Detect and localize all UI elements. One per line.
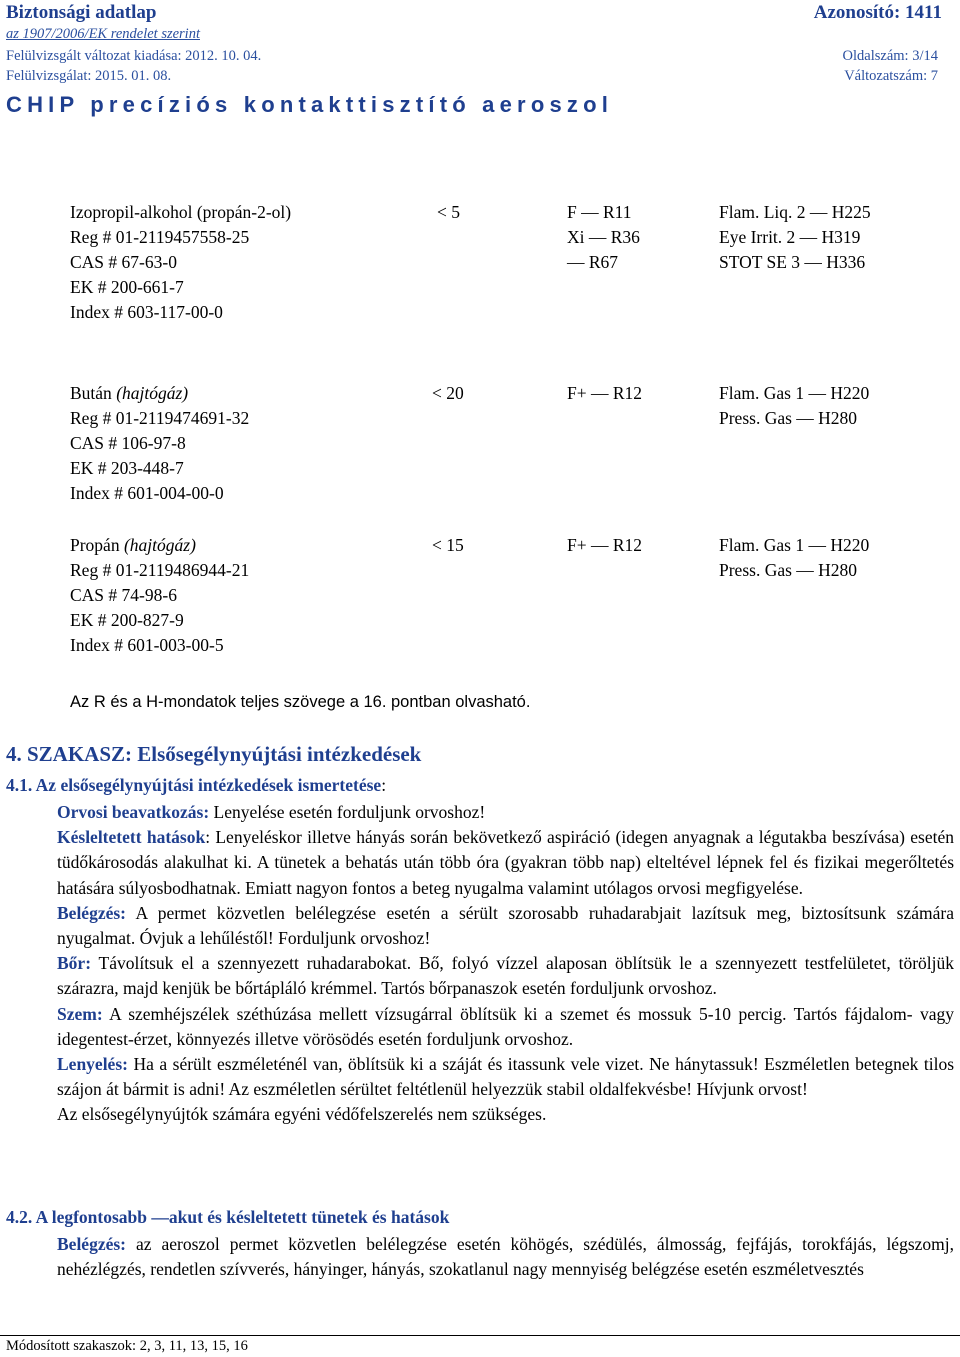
paragraph-inhalation: Belégzés: A permet közvetlen belélegzése esetén a sérült szorosabb ruhadarabjait lazítsuk meg, biztosítsunk számára nyugalmat. Óvjuk a lehűléstől! Forduljunk orvoshoz! xyxy=(57,902,954,949)
index-number: Index # 603-117-00-0 xyxy=(70,302,223,322)
doc-title: Biztonsági adatlap xyxy=(6,2,157,23)
h-statement: Press. Gas — H280 xyxy=(719,560,858,580)
r-phrase: F+ — R12 xyxy=(567,383,643,403)
paragraph-ingestion: Lenyelés: Ha a sérült eszméleténél van, öblítsük ki a száját és itassunk vele vizet. Ne hánytassuk! Eszméletlen betegnek tilos szájon át bármit is adni! Az eszméletlen sérültet feltétlenül helyezzük stabil oldalfekvésbe! Hívjunk orvost! xyxy=(57,1054,954,1100)
ek-number: EK # 203-448-7 xyxy=(70,458,184,478)
r-phrase: F — R11 xyxy=(567,202,632,222)
reg-number: Reg # 01-2119486944-21 xyxy=(70,560,250,580)
h-statement: STOT SE 3 — H336 xyxy=(719,252,866,272)
paragraph-eye: Szem: A szemhéjszélek széthúzása mellett vízsugárral öblítsük ki a szemet és mossuk 5-10 percig. Tartós fájdalom- vagy idegentest-érzet, könnyezés illetve vörösödés esetén forduljunk orvoshoz. xyxy=(57,1003,954,1049)
section-4-2-title: 4.2. A legfontosabb —akut és késleltetett tünetek és hatások xyxy=(6,1207,450,1227)
r-phrase: Xi — R36 xyxy=(567,227,640,247)
reg-number: Reg # 01-2119474691-32 xyxy=(70,408,250,428)
component-name: Bután (hajtógáz) xyxy=(70,383,189,403)
h-statement: Flam. Gas 1 — H220 xyxy=(719,535,870,555)
section-4-1-title: 4.1. Az elsősegélynyújtási intézkedések ismertetése: xyxy=(6,775,387,795)
component-name: Izopropil-alkohol (propán-2-ol) xyxy=(70,202,292,222)
symptoms xyxy=(57,1232,954,1282)
cas-number: CAS # 106-97-8 xyxy=(70,433,186,453)
paragraph-medical: Orvosi beavatkozás: Lenyelése esetén forduljunk orvoshoz! xyxy=(57,802,486,822)
concentration: < 20 xyxy=(432,383,464,403)
component-butane xyxy=(0,381,960,506)
h-statement: Press. Gas — H280 xyxy=(719,408,858,428)
phrases-note: Az R és a H-mondatok teljes szövege a 16. pontban olvasható. xyxy=(70,693,531,711)
doc-id: Azonosító: 1411 xyxy=(813,2,942,23)
reg-number: Reg # 01-2119457558-25 xyxy=(70,227,250,247)
regulation: az 1907/2006/EK rendelet szerint xyxy=(6,26,200,42)
h-statement: Eye Irrit. 2 — H319 xyxy=(719,227,861,247)
footer-modified-sections: Módosított szakaszok: 2, 3, 11, 13, 15, 16 xyxy=(6,1338,248,1354)
ek-number: EK # 200-827-9 xyxy=(70,610,184,630)
component-name: Propán (hajtógáz) xyxy=(70,535,196,555)
paragraph-delayed-effects: Késleltetett hatások: Lenyeléskor illetve hányás során bekövetkező aspiráció (idegen anyagnak a légutakba beszívása) esetén tüdőkárosodás alakulhat ki. A tünetek a behatás után több óra (gyakran több nap) elteltével lépnek fel és fizikai megerőltetés hatására súlyosbodhatnak. Emiatt nagyon fontos a beteg nyugalma valamint utólagos orvosi megfigyelése. xyxy=(57,827,954,898)
cas-number: CAS # 74-98-6 xyxy=(70,585,177,605)
page-number: Oldalszám: 3/14 xyxy=(842,48,938,64)
cas-number: CAS # 67-63-0 xyxy=(70,252,177,272)
paragraph-protection: Az elsősegélynyújtók számára egyéni védőfelszerelés nem szükséges. xyxy=(57,1104,547,1125)
first-aid-measures xyxy=(57,800,954,1128)
product-name: CHIP precíziós kontakttisztító aeroszol xyxy=(6,92,614,117)
h-statement: Flam. Gas 1 — H220 xyxy=(719,383,870,403)
review-date: Felülvizsgálat: 2015. 01. 08. xyxy=(6,68,172,84)
version-number: Változatszám: 7 xyxy=(844,68,938,84)
revised-issue: Felülvizsgált változat kiadása: 2012. 10. 04. xyxy=(6,48,262,64)
paragraph-symptoms-inhalation: Belégzés: az aeroszol permet közvetlen belélegzése esetén köhögés, szédülés, álmosság, fejfájás, torokfájás, légszomj, nehézlégzés, rendetlen szívverés, hányinger, hányás, szokatlanul nagy mennyiség belégzése esetén eszméletvesztés xyxy=(57,1234,954,1280)
concentration: < 15 xyxy=(432,535,464,555)
index-number: Index # 601-003-00-5 xyxy=(70,635,224,655)
concentration: < 5 xyxy=(437,202,460,222)
component-propane xyxy=(0,533,960,658)
footer-divider xyxy=(0,1335,960,1336)
index-number: Index # 601-004-00-0 xyxy=(70,483,224,503)
r-phrase: F+ — R12 xyxy=(567,535,643,555)
paragraph-skin: Bőr: Távolítsuk el a szennyezett ruhadarabokat. Bő, folyó vízzel alaposan öblítsük le a szennyezett testfelületet, töröljük szárazra, majd kenjük be bőrtápláló krémmel. Tartós bőrpanaszok esetén forduljunk orvoshoz. xyxy=(57,953,954,999)
r-phrase: — R67 xyxy=(567,252,619,272)
ek-number: EK # 200-661-7 xyxy=(70,277,184,297)
section-4-title: 4. SZAKASZ: Elsősegélynyújtási intézkedések xyxy=(6,742,422,766)
component-isopropanol xyxy=(0,200,960,325)
h-statement: Flam. Liq. 2 — H225 xyxy=(719,202,871,222)
